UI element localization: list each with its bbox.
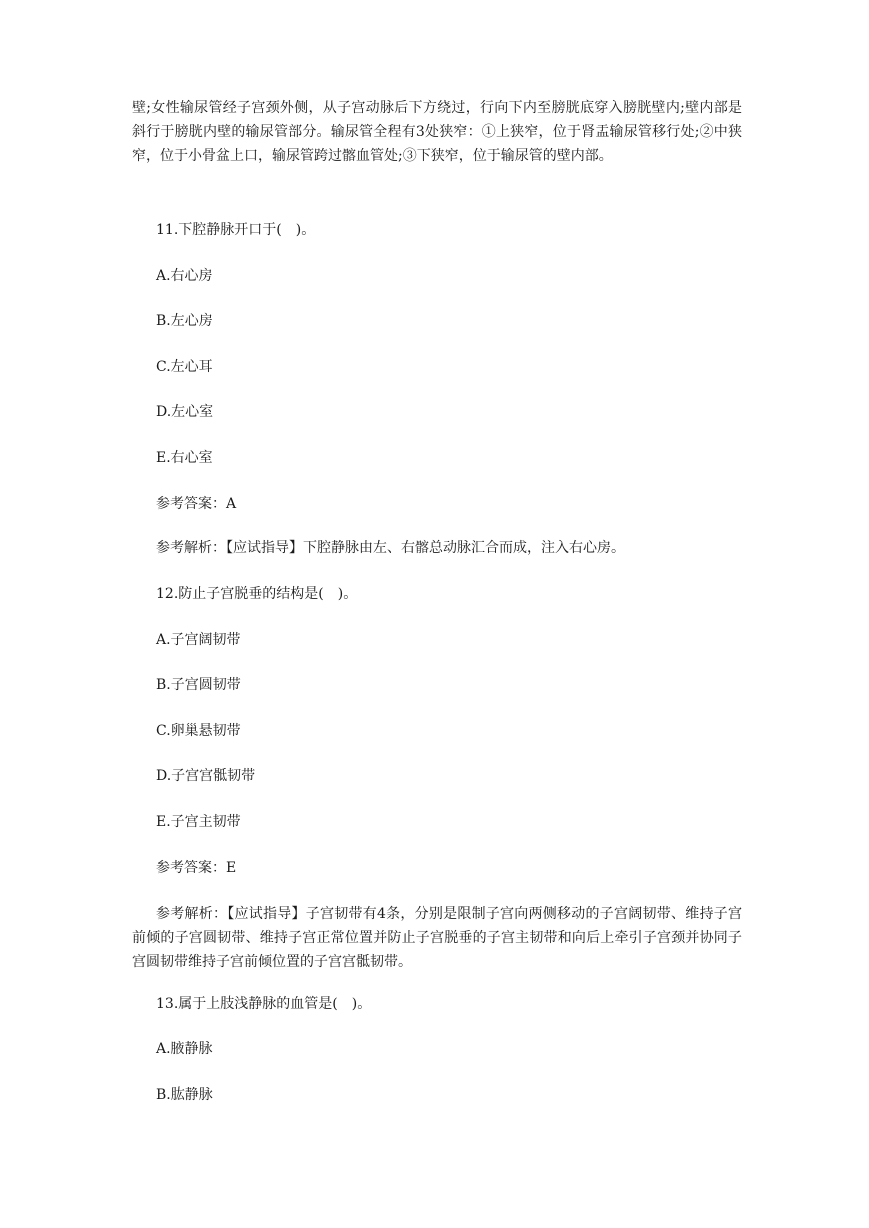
- question-11-option-c: C.左心耳: [156, 359, 213, 375]
- question-12-answer: 参考答案：E: [156, 860, 237, 876]
- question-11-option-a: A.右心房: [156, 268, 213, 284]
- question-12-option-d: D.子宫宫骶韧带: [156, 768, 256, 784]
- question-12-option-c: C.卵巢悬韧带: [156, 723, 241, 739]
- question-12-option-b: B.子宫圆韧带: [156, 677, 241, 693]
- question-11-analysis: 参考解析：【应试指导】下腔静脉由左、右髂总动脉汇合而成，注入右心房。: [156, 540, 625, 556]
- question-11-option-b: B.左心房: [156, 313, 213, 329]
- intro-paragraph: 壁;女性输尿管经子宫颈外侧，从子宫动脉后下方绕过，行向下内至膀胱底穿入膀胱壁内;壁内部是斜行于膀胱内壁的输尿管部分。输尿管全程有3处狭窄：①上狭窄，位于肾盂输尿管移行处;②中狭窄，位于小骨盆上口，输尿管跨过髂血管处;③下狭窄，位于输尿管的壁内部。: [132, 100, 742, 164]
- question-12-stem: 12.防止子宫脱垂的结构是( )。: [156, 586, 358, 602]
- question-11-stem: 11.下腔静脉开口于( )。: [156, 222, 316, 238]
- question-13-option-a: A.腋静脉: [156, 1041, 213, 1057]
- question-12-option-e: E.子宫主韧带: [156, 814, 241, 830]
- question-12-option-a: A.子宫阔韧带: [156, 632, 241, 648]
- question-11-answer: 参考答案：A: [156, 496, 237, 512]
- question-11-option-e: E.右心室: [156, 450, 213, 466]
- question-12-analysis: 参考解析：【应试指导】子宫韧带有4条，分别是限制子宫向两侧移动的子宫阔韧带、维持子宫前倾的子宫圆韧带、维持子宫正常位置并防止子宫脱垂的子宫主韧带和向后上牵引子宫颈并协同子宫圆韧带维持子宫前倾位置的子宫宫骶韧带。: [132, 906, 742, 970]
- question-13-option-b: B.肱静脉: [156, 1087, 213, 1103]
- question-11-option-d: D.左心室: [156, 404, 214, 420]
- question-13-stem: 13.属于上肢浅静脉的血管是( )。: [156, 996, 372, 1012]
